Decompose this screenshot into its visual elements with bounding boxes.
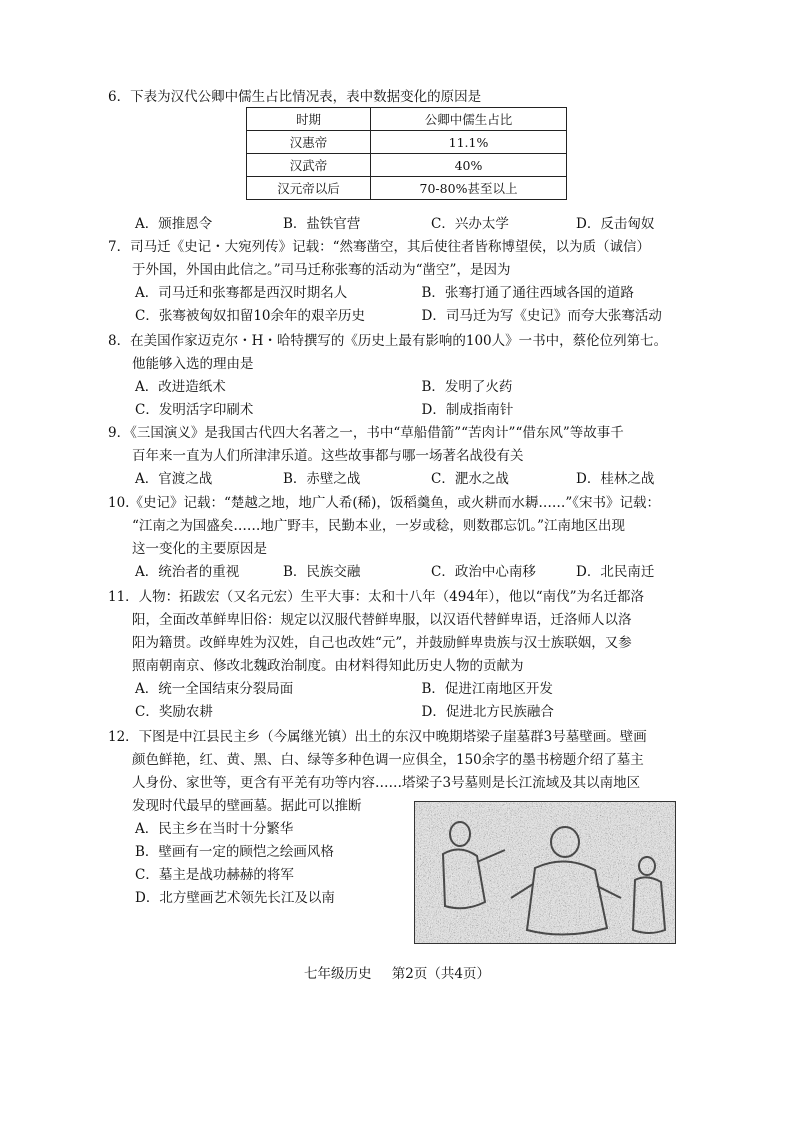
- question-9-line: 百年来一直为人们所津津乐道。这些故事都与哪一场著名战役有关: [132, 448, 524, 464]
- question-7-line: 于外国，外国由此信之。”司马迁称张骞的活动为“凿空”，是因为: [132, 262, 511, 278]
- option-d[interactable]: D．反击匈奴: [576, 216, 655, 232]
- option-d[interactable]: D．司马迁为写《史记》而夸大张骞活动: [421, 308, 662, 324]
- option-c[interactable]: C．发明活字印刷术: [135, 402, 254, 418]
- option-a[interactable]: A．官渡之战: [135, 471, 213, 487]
- option-d[interactable]: D．北民南迁: [576, 564, 655, 580]
- option-a[interactable]: A．改进造纸术: [135, 379, 226, 395]
- option-b[interactable]: B．赤壁之战: [283, 471, 361, 487]
- question-11: [108, 586, 708, 724]
- question-10-line: “江南之为国盛矣……地广野丰，民勤本业，一岁或稔，则数郡忘饥。”江南地区出现: [132, 518, 626, 534]
- table-cell: 汉武帝: [247, 154, 371, 177]
- question-6: [108, 86, 708, 109]
- option-c[interactable]: C．兴办太学: [431, 216, 509, 232]
- option-b[interactable]: B．促进江南地区开发: [421, 681, 553, 697]
- question-6-stem: 6．下表为汉代公卿中儒生占比情况表，表中数据变化的原因是: [108, 89, 482, 105]
- option-b[interactable]: B．壁画有一定的顾恺之绘画风格: [135, 844, 334, 860]
- question-12-line: 发现时代最早的壁画墓。据此可以推断: [132, 798, 362, 814]
- option-c[interactable]: C．淝水之战: [431, 471, 509, 487]
- confucian-ratio-table: [246, 107, 567, 200]
- table-cell: 40%: [371, 154, 567, 177]
- question-11-line: 11．人物：拓跋宏（又名元宏）生平大事：太和十八年（494年），他以“南伐”为名迁都洛: [108, 589, 644, 605]
- option-a[interactable]: A．颁推恩令: [135, 216, 213, 232]
- question-7-line: 7．司马迁《史记・大宛列传》记载：“然骞凿空，其后使往者皆称博望侯，以为质（诚信）: [108, 239, 650, 255]
- option-b[interactable]: B．盐铁官营: [283, 216, 361, 232]
- table-row: [247, 131, 567, 154]
- option-c[interactable]: C．政治中心南移: [431, 564, 536, 580]
- option-b[interactable]: B．张骞打通了通往西域各国的道路: [421, 285, 634, 301]
- question-12-line: 颜色鲜艳，红、黄、黑、白、绿等多种色调一应俱全，150余字的墨书榜题介绍了墓主: [132, 752, 644, 768]
- option-d[interactable]: D．制成指南针: [421, 402, 514, 418]
- option-d[interactable]: D．桂林之战: [576, 471, 655, 487]
- footer-page-number: 第2页（共4页）: [391, 966, 490, 982]
- option-c[interactable]: C．奖励农耕: [135, 704, 213, 720]
- table-cell: 11.1%: [371, 131, 567, 154]
- table-cell: 汉元帝以后: [247, 177, 371, 200]
- option-d[interactable]: D．促进北方民族融合: [421, 704, 554, 720]
- question-10: [108, 492, 708, 584]
- tomb-mural-image: [414, 801, 676, 944]
- option-a[interactable]: A．司马迁和张骞都是西汉时期名人: [135, 285, 348, 301]
- table-row: [247, 177, 567, 200]
- option-c[interactable]: C．墓主是战功赫赫的将军: [135, 867, 294, 883]
- table-header-ratio: 公卿中儒生占比: [371, 108, 567, 131]
- option-b[interactable]: B．发明了火药: [421, 379, 513, 395]
- question-11-line: 照南朝南京、修改北魏政治制度。由材料得知此历史人物的贡献为: [132, 658, 524, 674]
- option-d[interactable]: D．北方壁画艺术领先长江及以南: [135, 890, 335, 906]
- table-header-period: 时期: [247, 108, 371, 131]
- option-a[interactable]: A．统一全国结束分裂局面: [135, 681, 294, 697]
- option-c[interactable]: C．张骞被匈奴扣留10余年的艰辛历史: [135, 308, 366, 324]
- option-a[interactable]: A．民主乡在当时十分繁华: [135, 821, 294, 837]
- question-11-line: 阳为籍贯。改鲜卑姓为汉姓，自己也改姓“元”，并鼓励鲜卑贵族与汉士族联姻，又参: [132, 635, 632, 651]
- table-row: [247, 154, 567, 177]
- question-8-line: 8．在美国作家迈克尔・H・哈特撰写的《历史上最有影响的100人》一书中，蔡伦位列第七。: [108, 333, 668, 349]
- table-header-row: [247, 108, 567, 131]
- option-a[interactable]: A．统治者的重视: [135, 564, 240, 580]
- question-8: [108, 330, 708, 422]
- footer-subject: 七年级历史: [304, 966, 372, 982]
- table-cell: 70-80%甚至以上: [371, 177, 567, 200]
- question-10-line: 10.《史记》记载：“楚越之地，地广人希(稀)，饭稻羹鱼，或火耕而水耨……”《宋书》记载：: [108, 495, 661, 511]
- question-9-line: 9．《三国演义》是我国古代四大名著之一，书中“草船借箭”“苦肉计”“借东风”等故事千: [108, 425, 624, 441]
- question-10-line: 这一变化的主要原因是: [132, 541, 267, 557]
- question-7: [108, 236, 708, 328]
- page-footer: [0, 962, 794, 982]
- question-9: [108, 422, 708, 491]
- question-6-options: [135, 213, 735, 236]
- question-12-line: 人身份、家世等，更含有平羌有功等内容……塔梁子3号墓则是长江流域及其以南地区: [132, 775, 641, 791]
- option-b[interactable]: B．民族交融: [283, 564, 361, 580]
- table-cell: 汉惠帝: [247, 131, 371, 154]
- question-12-line: 12．下图是中江县民主乡（今属继光镇）出土的东汉中晚期塔梁子崖墓群3号墓壁画。壁画: [108, 729, 647, 745]
- question-8-line: 他能够入选的理由是: [132, 356, 254, 372]
- question-11-line: 阳，全面改革鲜卑旧俗：规定以汉服代替鲜卑服，以汉语代替鲜卑语，迁洛师人以洛: [132, 612, 632, 628]
